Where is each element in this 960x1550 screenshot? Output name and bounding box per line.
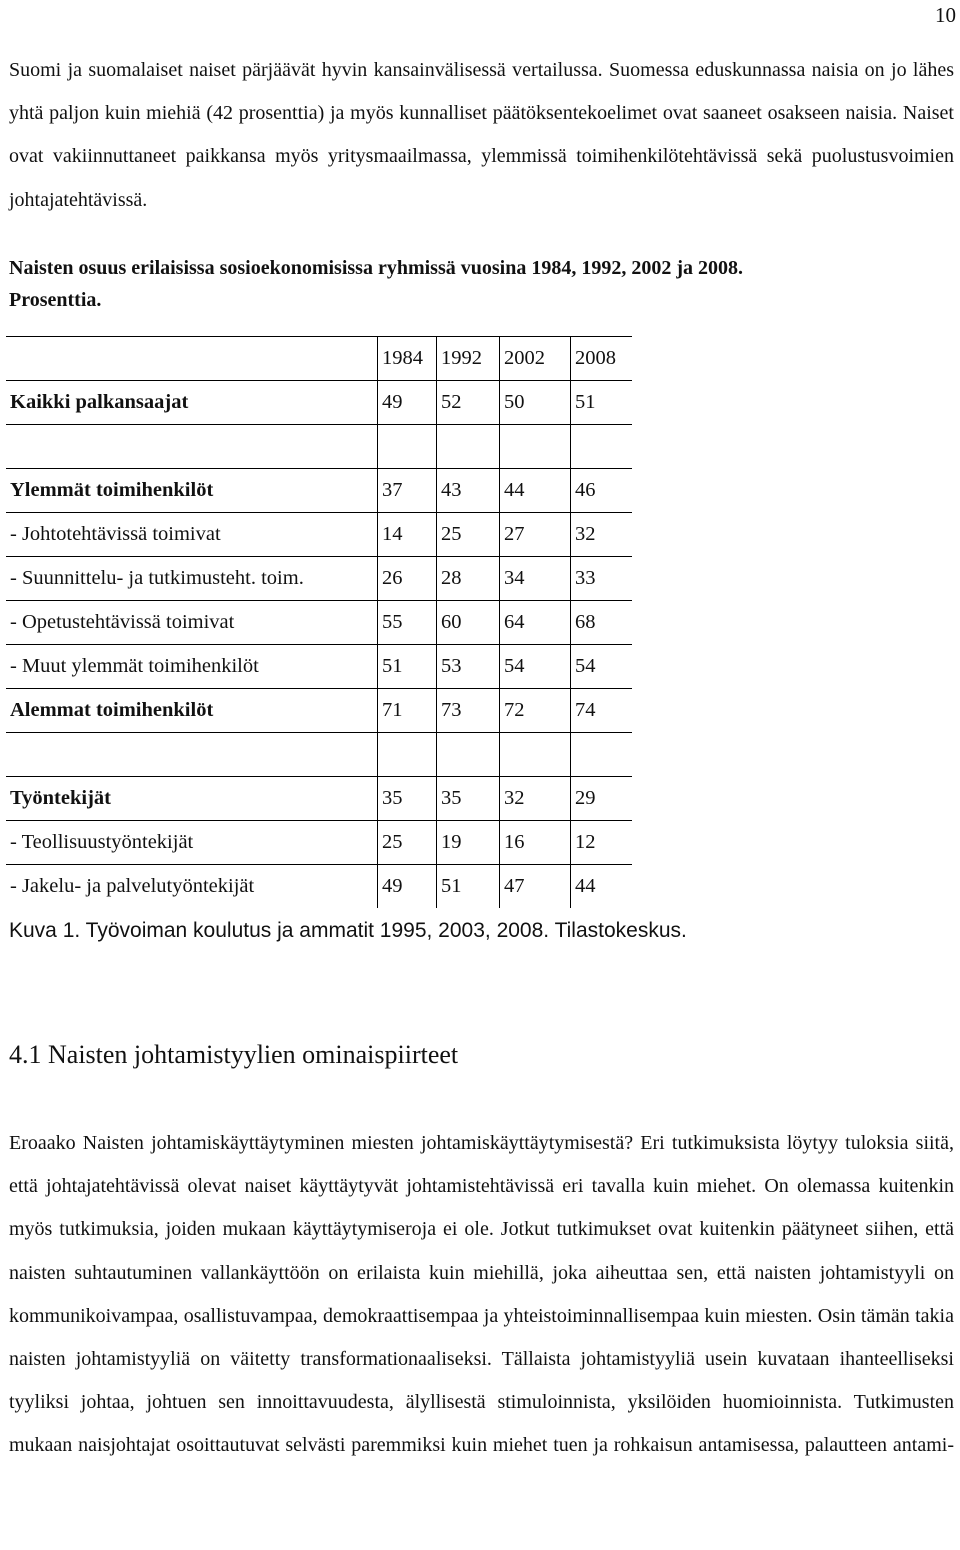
row-label: - Suunnittelu- ja tutkimusteht. toim.	[6, 557, 378, 601]
value-cell: 44	[571, 865, 633, 909]
table-row	[6, 865, 632, 909]
value-cell: 35	[437, 777, 500, 821]
value-cell: 27	[500, 513, 571, 557]
value-cell: 46	[571, 469, 633, 513]
value-cell: 25	[437, 513, 500, 557]
year-header: 2002	[500, 337, 571, 381]
value-cell: 50	[500, 381, 571, 425]
row-label: - Johtotehtävissä toimivat	[6, 513, 378, 557]
value-cell: 64	[500, 601, 571, 645]
value-cell: 12	[571, 821, 633, 865]
row-label: - Muut ylemmät toimihenkilöt	[6, 645, 378, 689]
value-cell: 44	[500, 469, 571, 513]
row-label: Alemmat toimihenkilöt	[6, 689, 378, 733]
row-label: Työntekijät	[6, 777, 378, 821]
table-row	[6, 381, 632, 425]
value-cell	[437, 733, 500, 777]
body-paragraph: Eroaako Naisten johtamiskäyttäytyminen miesten johtamiskäyttäytymisestä? Eri tutkimuksista löytyy tuloksia siitä, että johtajatehtävissä olevat naiset käyttäytyvät johtamistehtävissä eri tavalla kuin miehet. On olemassa kuitenkin myös tutkimuksia, joiden mukaan käyttäytymiseroja ei ole. Jotkut tutkimukset ovat kuitenkin päätyneet siihen, että naisten suhtautuminen vallankäyttöön on erilaista kuin miehillä, joka aiheuttaa sen, että naisten johtamistyyli on kommunikoivampaa, osallistuvampaa, demokraattisempaa ja yhteistoiminnallisempaa kuin miesten. Osin tämän takia naisten johtamistyyliä on väitetty transformationaaliseksi. Tällaista johtamistyyliä usein kuvataan ihanteelliseksi tyyliksi johtaa, johtuen sen innoittavuudesta, älyllisestä stimuloinnista, yksilöiden huomioinnista. Tutkimusten mukaan naisjohtajat osoittautuvat selvästi paremmiksi kuin miehet tuen ja rohkaisun antamisessa, palautteen antami-	[9, 1132, 954, 1457]
section-heading: 4.1 Naisten johtamistyylien ominaispiirteet	[9, 1040, 459, 1069]
figure-caption: Kuva 1. Työvoiman koulutus ja ammatit 1995, 2003, 2008. Tilastokeskus.	[9, 919, 687, 942]
row-label: - Jakelu- ja palvelutyöntekijät	[6, 865, 378, 909]
value-cell: 43	[437, 469, 500, 513]
value-cell: 35	[378, 777, 437, 821]
value-cell: 14	[378, 513, 437, 557]
table-spacer-row	[6, 425, 632, 469]
year-header: 1984	[378, 337, 437, 381]
value-cell: 51	[378, 645, 437, 689]
row-label: - Teollisuustyöntekijät	[6, 821, 378, 865]
value-cell: 74	[571, 689, 633, 733]
table-header-row	[6, 337, 632, 381]
table-row	[6, 777, 632, 821]
intro-paragraph: Suomi ja suomalaiset naiset pärjäävät hyvin kansainvälisessä vertailussa. Suomessa eduskunnassa naisia on jo lähes yhtä paljon kuin miehiä (42 prosenttia) ja myös kunnalliset päätöksentekoelimet ovat saaneet osakseen naisia. Naiset ovat vakiinnuttaneet paikkansa myös yritysmaailmassa, ylemmissä toimihenkilötehtävissä sekä puolustusvoimien johtajatehtävissä.	[9, 59, 954, 211]
table-row	[6, 645, 632, 689]
year-header: 1992	[437, 337, 500, 381]
table-row	[6, 513, 632, 557]
value-cell: 47	[500, 865, 571, 909]
value-cell: 54	[571, 645, 633, 689]
row-label: Kaikki palkansaajat	[6, 381, 378, 425]
value-cell: 19	[437, 821, 500, 865]
value-cell: 34	[500, 557, 571, 601]
value-cell	[378, 425, 437, 469]
year-header: 2008	[571, 337, 633, 381]
value-cell: 51	[571, 381, 633, 425]
value-cell: 25	[378, 821, 437, 865]
row-label	[6, 733, 378, 777]
value-cell: 29	[571, 777, 633, 821]
value-cell: 54	[500, 645, 571, 689]
value-cell: 71	[378, 689, 437, 733]
value-cell: 33	[571, 557, 633, 601]
table-title-line1: Naisten osuus erilaisissa sosioekonomisissa ryhmissä vuosina 1984, 1992, 2002 ja 2008.	[9, 257, 743, 279]
value-cell	[571, 733, 633, 777]
value-cell: 55	[378, 601, 437, 645]
row-label: - Opetustehtävissä toimivat	[6, 601, 378, 645]
value-cell	[500, 425, 571, 469]
value-cell: 73	[437, 689, 500, 733]
table-row	[6, 689, 632, 733]
value-cell	[571, 425, 633, 469]
table-row	[6, 821, 632, 865]
page-number: 10	[935, 3, 956, 27]
value-cell: 72	[500, 689, 571, 733]
value-cell: 49	[378, 381, 437, 425]
value-cell	[437, 425, 500, 469]
table-row	[6, 469, 632, 513]
value-cell: 53	[437, 645, 500, 689]
value-cell: 28	[437, 557, 500, 601]
value-cell	[500, 733, 571, 777]
value-cell: 37	[378, 469, 437, 513]
value-cell: 60	[437, 601, 500, 645]
value-cell: 51	[437, 865, 500, 909]
value-cell: 32	[571, 513, 633, 557]
value-cell: 32	[500, 777, 571, 821]
table-title	[9, 252, 954, 316]
table-title-line2: Prosenttia.	[9, 289, 102, 311]
value-cell	[378, 733, 437, 777]
value-cell: 52	[437, 381, 500, 425]
row-label	[6, 425, 378, 469]
table-row	[6, 557, 632, 601]
value-cell: 16	[500, 821, 571, 865]
value-cell: 26	[378, 557, 437, 601]
value-cell: 49	[378, 865, 437, 909]
header-empty-cell	[6, 337, 378, 381]
value-cell: 68	[571, 601, 633, 645]
table-spacer-row	[6, 733, 632, 777]
statistics-table	[6, 336, 632, 908]
row-label: Ylemmät toimihenkilöt	[6, 469, 378, 513]
table-row	[6, 601, 632, 645]
